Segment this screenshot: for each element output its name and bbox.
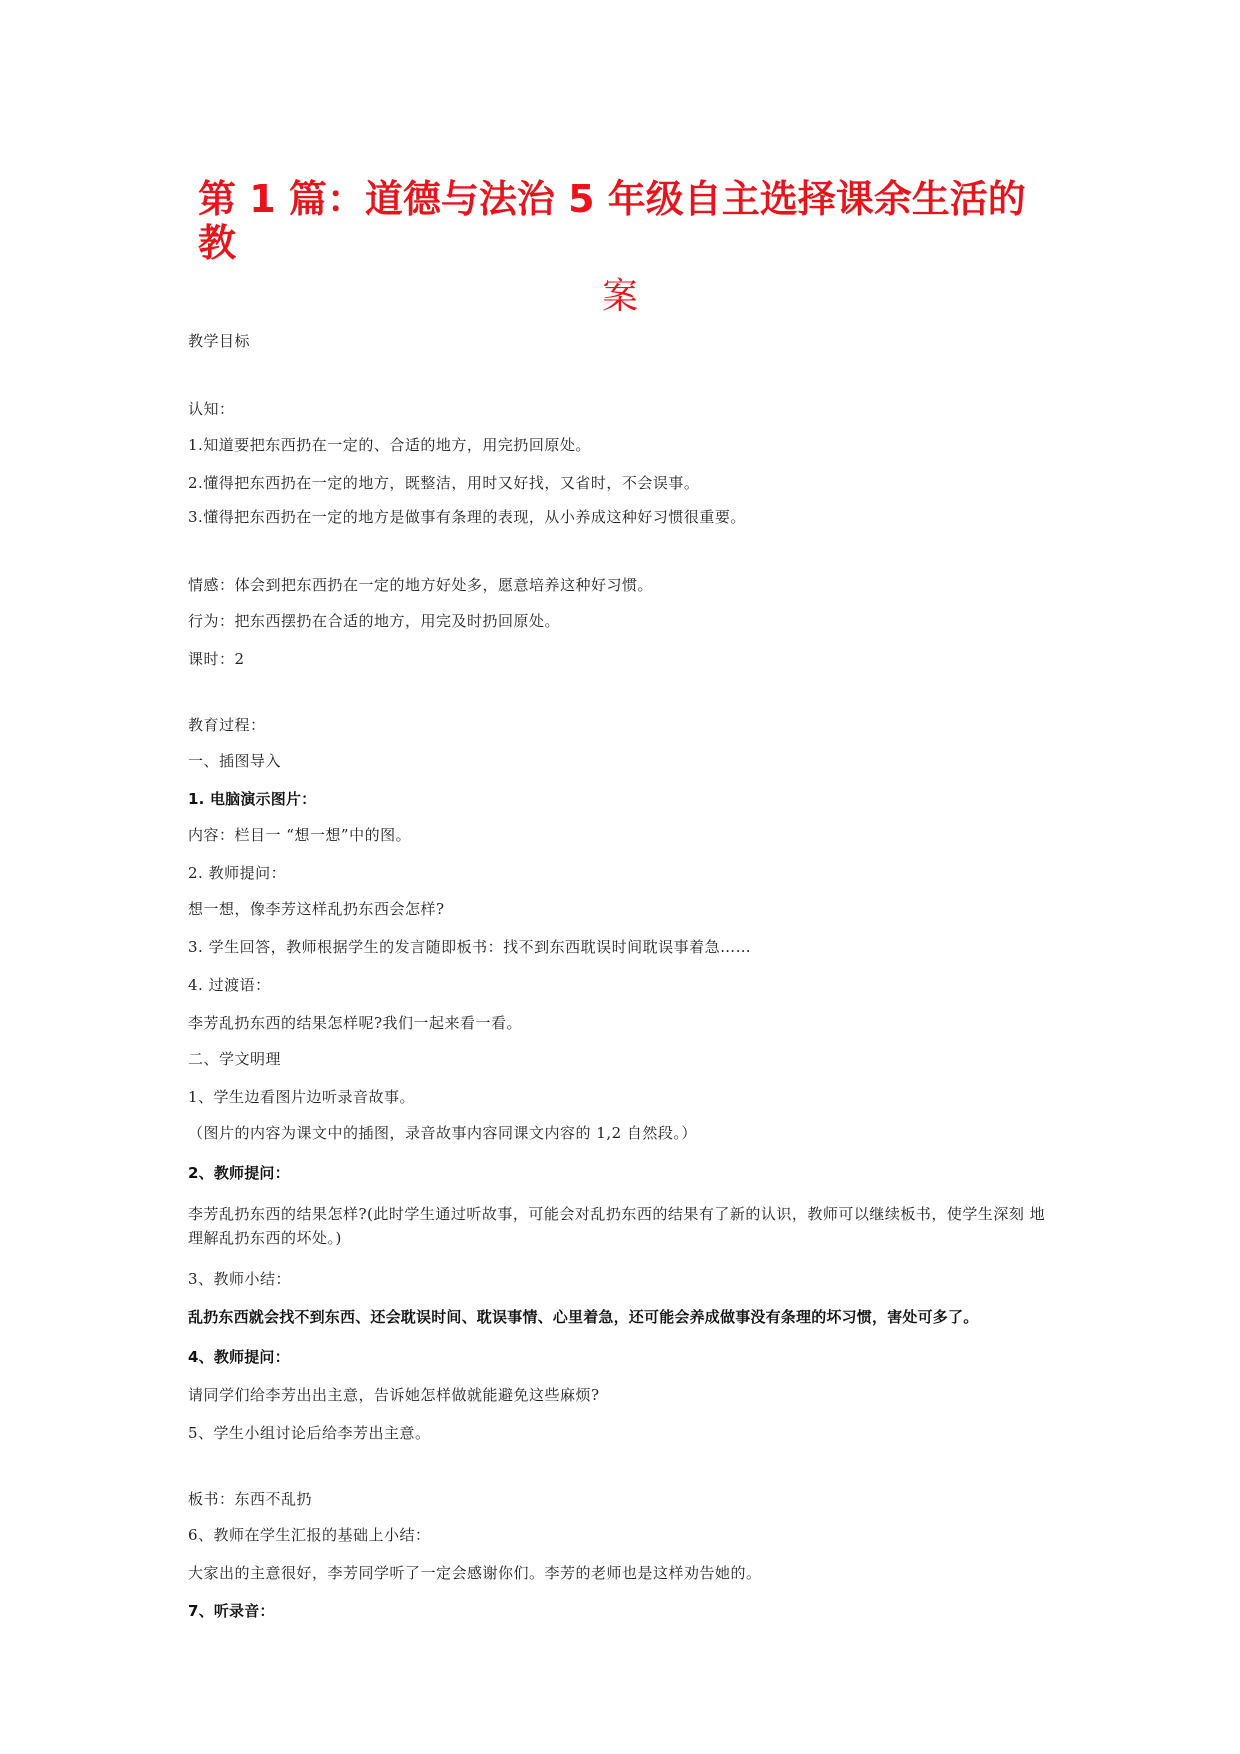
- paragraph-behavior: 行为：把东西摆扔在合适的地方，用完及时扔回原处。: [188, 612, 561, 630]
- paragraph-learn-3: 3、教师小结：: [188, 1270, 292, 1288]
- section-heading-teaching-goals: 教学目标: [188, 332, 251, 350]
- paragraph-learn-2-body: 李芳乱扔东西的结果怎样?(此时学生通过听故事，可能会对乱扔东西的结果有了新的认识，教师可以继续板书，使学生深刻 地理解乱扔东西的坏处。): [188, 1205, 1046, 1247]
- section-heading-learn-text: 二、学文明理: [188, 1050, 282, 1068]
- paragraph-learn-note: （图片的内容为课文中的插图，录音故事内容同课文内容的 1,2 自然段。）: [188, 1124, 697, 1142]
- paragraph-goal-3: 3.懂得把东西扔在一定的地方是做事有条理的表现，从小养成这种好习惯很重要。: [188, 508, 746, 526]
- paragraph-learn-2: 2、教师提问：: [188, 1164, 290, 1182]
- document-title-line-1: 第 1 篇：道德与法治 5 年级自主选择课余生活的: [198, 177, 1026, 221]
- paragraph-learn-6: 6、教师在学生汇报的基础上小结：: [188, 1526, 431, 1544]
- paragraph-emotion: 情感：体会到把东西扔在一定的地方好处多，愿意培养这种好习惯。: [188, 576, 654, 594]
- paragraph-content: 内容：栏目一 “想一想”中的图。: [188, 826, 412, 844]
- paragraph-summary: 乱扔东西就会找不到东西、还会耽误时间、耽误事情、心里着急，还可能会养成做事没有条理的坏习惯，害处可多了。: [188, 1308, 979, 1326]
- paragraph-step-2: 2. 教师提问：: [188, 864, 287, 882]
- paragraph-learn-1: 1、学生边看图片边听录音故事。: [188, 1088, 416, 1106]
- paragraph-goal-2: 2.懂得把东西扔在一定的地方，既整洁，用时又好找，又省时，不会误事。: [188, 474, 700, 492]
- paragraph-transition: 李芳乱扔东西的结果怎样呢?我们一起来看一看。: [188, 1014, 523, 1032]
- paragraph-step-3: 3. 学生回答，教师根据学生的发言随即板书：找不到东西耽误时间耽误事着急……: [188, 938, 752, 956]
- paragraph-step-4: 4. 过渡语：: [188, 976, 271, 994]
- paragraph-learn-7: 7、听录音：: [188, 1602, 275, 1620]
- paragraph-question: 想一想，像李芳这样乱扔东西会怎样?: [188, 900, 445, 918]
- document-title-line-3: 案: [601, 276, 638, 317]
- paragraph-goal-1: 1.知道要把东西扔在一定的、合适的地方，用完扔回原处。: [188, 436, 591, 454]
- document-title-line-2: 教: [198, 221, 237, 265]
- paragraph-learn-5: 5、学生小组讨论后给李芳出主意。: [188, 1424, 431, 1442]
- paragraph-learn-6-body: 大家出的主意很好，李芳同学听了一定会感谢你们。李芳的老师也是这样劝告她的。: [188, 1564, 762, 1582]
- paragraph-step-1: 1. 电脑演示图片：: [188, 790, 317, 808]
- paragraph-class-hours: 课时：2: [188, 650, 245, 668]
- paragraph-education-process: 教育过程：: [188, 716, 266, 734]
- paragraph-learn-4-body: 请同学们给李芳出出主意，告诉她怎样做就能避免这些麻烦?: [188, 1386, 600, 1404]
- paragraph-cognition: 认知：: [188, 400, 235, 418]
- paragraph-board-writing: 板书：东西不乱扔: [188, 1490, 313, 1508]
- section-heading-illustration-intro: 一、插图导入: [188, 752, 282, 770]
- paragraph-learn-4: 4、教师提问：: [188, 1348, 290, 1366]
